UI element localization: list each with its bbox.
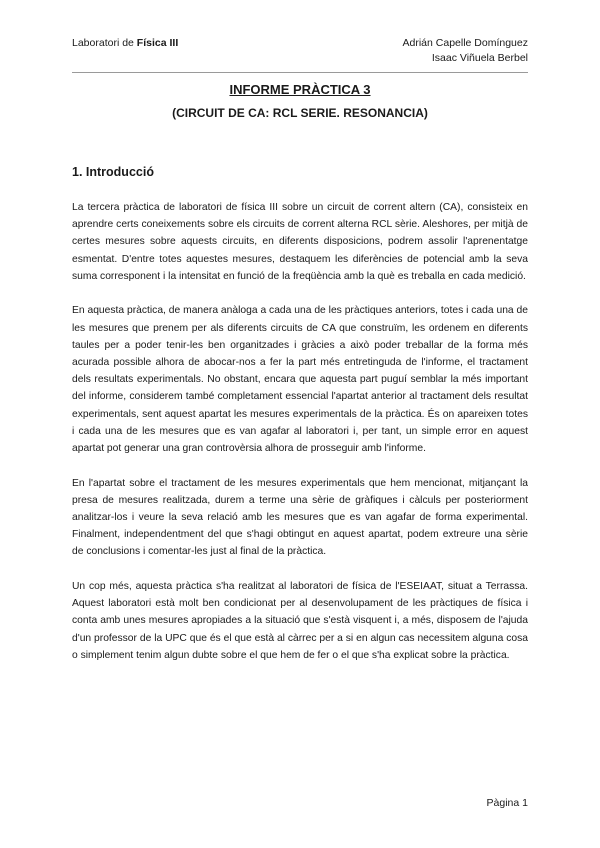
paragraph: Un cop més, aquesta pràctica s'ha realitzat al laboratori de física de l'ESEIAAT, situat a Terrassa. Aquest laboratori està molt ben condicionat per al desenvolupament de les pràctiques de física i conta amb unes mesures apropiades a la situació que s'està visquent i, a més, disposem de l'ajuda d'un professor de la UPC que és el que està al càrrec per a si en algun cas necessitem alguna cosa o simplement tenim algun dubte sobre el que hem de fer o el que s'ha explicat sobre la pràctica.: [72, 581, 528, 661]
header-divider: [72, 72, 528, 73]
header-authors: [403, 36, 529, 66]
paragraph: En aquesta pràctica, de manera anàloga a cada una de les pràctiques anteriors, totes i cada una de les mesures que prenem per als diferents circuits de CA que construïm, les ordenem en diferents taules per a poder tenir-les ben organitzades i gràcies a això poder treballar de la forma més acurada possible alhora de abocar-nos a fer la part més entretinguda de l'informe, el tractament dels resultats experimentals. No obstant, encara que aquesta part puguí semblar la més important del informe, considerem també completament essencial l'apartat anterior al tractament dels resultat experimentals, sent aquest apartat les mesures experimentals de la pràctica. És on apareixen totes i cada una de les mesures que es van agafar al laboratori i, per tant, un simple error en aquest apartat pot generar una gran controvèrsia alhora de prosseguir amb l'informe.: [72, 305, 528, 455]
author-name: Adrián Capelle Domínguez: [402, 37, 528, 49]
paragraph: La tercera pràctica de laboratori de física III sobre un circuit de corrent altern (CA), consisteix en aprendre certs coneixements sobre els circuits de corrent alterna RCL sèrie. Aleshores, per mitjà de certes mesures sobre aquests circuits, en diferents disposicions, podrem assolir l'aprenentatge esmentat. D'entre totes aquestes mesures, destaquem les diferències de potencial amb la seva suma corresponent i la intensitat en funció de la freqüència amb la què es treballa en cada medició.: [72, 202, 528, 282]
report-title: INFORME PRÀCTICA 3: [229, 82, 371, 97]
author-name: Isaac Viñuela Berbel: [431, 52, 528, 64]
header-course-prefix: Laboratori de: [72, 37, 137, 49]
header-course: [72, 36, 178, 50]
page-number: Pàgina 1: [486, 797, 528, 809]
header-course-name: Física III: [136, 37, 179, 49]
section-body: [72, 199, 528, 681]
section-heading: 1. Introducció: [72, 165, 154, 179]
paragraph: En l'apartat sobre el tractament de les mesures experimentals que hem mencionat, mitjançant la presa de mesures realitzada, durem a terme una sèrie de gràfiques i càlculs per posteriorment analitzar-los i veure la seva relació amb les mesures que es van agafar de forma experimental. Finalment, independentment del que s'hagi obtingut en aquest apartat, podem extreure una sèrie de conclusions i comentar-les just al final de la pràctica.: [72, 477, 528, 558]
report-subtitle: (CIRCUIT DE CA: RCL SERIE. RESONANCIA): [172, 106, 428, 120]
